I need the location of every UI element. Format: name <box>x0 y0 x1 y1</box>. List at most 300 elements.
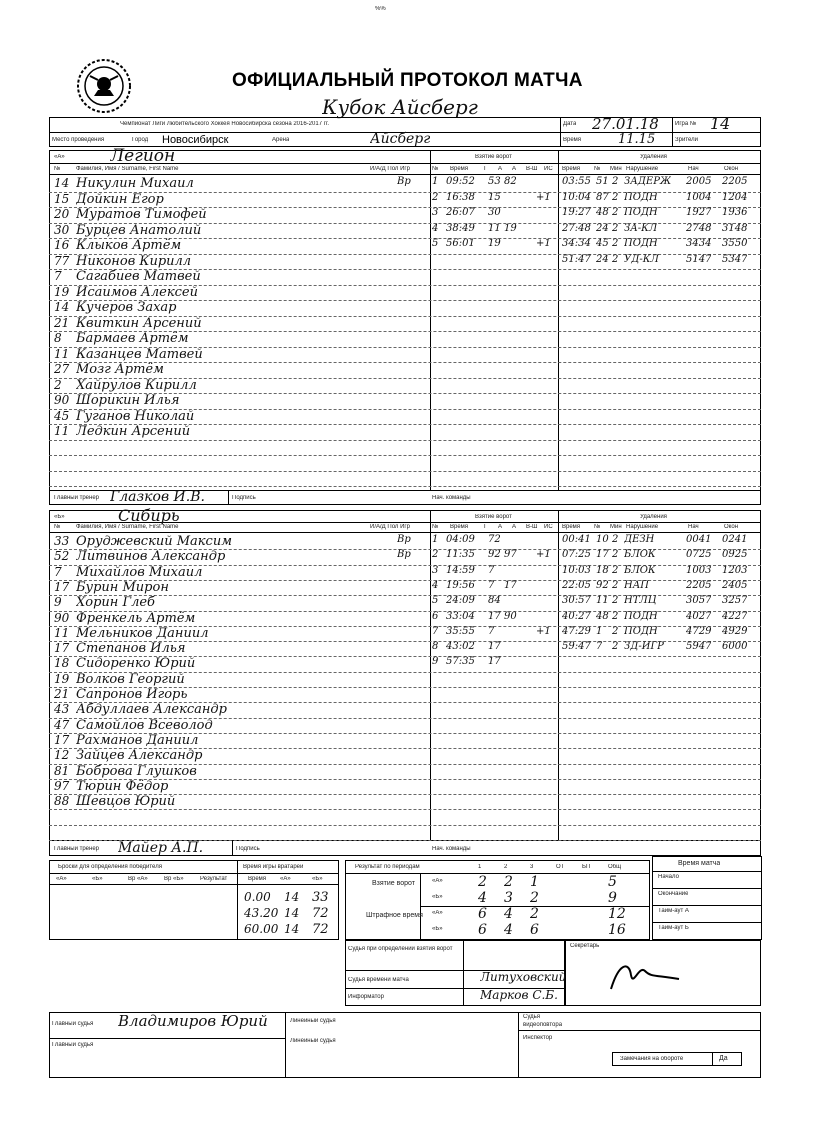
penalty-code: ПОДН <box>624 625 658 637</box>
match-time-label: Тайм-аут А <box>658 908 689 914</box>
penalty-no: 10 <box>596 534 609 545</box>
pen-col-header: Окон <box>724 166 739 172</box>
goal-no: 3 <box>432 207 439 218</box>
player-number: 43 <box>54 702 70 717</box>
player-name: Тюрин Фёдор <box>76 778 169 794</box>
player-name: Абдуллаев Александр <box>76 702 227 718</box>
team-a-col-pos: И/А/Д Пол Игр <box>370 166 410 172</box>
game-no-label: Игра № <box>675 121 697 127</box>
roster-line <box>49 809 761 810</box>
goal-col-header: ИС <box>544 166 553 172</box>
team-a-pen-title: Удаления <box>640 154 667 160</box>
periods-title: Результат по периодам <box>355 864 420 870</box>
penalty-code: ПОДН <box>624 191 658 203</box>
penalty-end: 3148 <box>722 222 748 234</box>
goal-no: 8 <box>432 641 439 653</box>
period-row-label: «Б» <box>432 926 443 932</box>
goal-a1: 97 <box>504 549 517 561</box>
penalty-no: 7 <box>596 641 603 653</box>
pen-col-header: Нач <box>688 524 699 530</box>
time-value: 11.15 <box>618 132 656 147</box>
scan-mark: %% <box>375 6 386 12</box>
player-row <box>52 549 430 564</box>
penalty-no: 48 <box>596 610 609 622</box>
player-name: Френкель Артём <box>76 610 196 626</box>
penalty-min: 2 <box>612 176 619 187</box>
arena-value: Айсберг <box>370 131 431 147</box>
goalie-b: 72 <box>312 906 329 921</box>
penalty-row <box>560 565 760 580</box>
player-row <box>52 580 430 595</box>
penalty-start: 4729 <box>686 625 712 637</box>
penalty-min: 2 <box>612 564 619 576</box>
penalty-min: 2 <box>612 549 619 561</box>
goal-g: 72 <box>488 534 501 545</box>
goal-col-header: В-Ш <box>526 166 538 172</box>
penalty-min: 2 <box>612 579 619 591</box>
penalty-code: ЗА-КЛ <box>624 222 658 234</box>
team-b-col-pos: И/А/Д Пол Игр <box>370 524 410 530</box>
goal-no: 5 <box>432 595 439 607</box>
spectators-label: Зрители <box>675 137 698 143</box>
cup-name: Кубок Айсберг <box>322 95 478 119</box>
pen-col-header: № <box>594 524 601 530</box>
penalty-no: 92 <box>596 579 609 591</box>
penalty-min: 2 <box>612 222 619 234</box>
player-name: Мозг Артём <box>76 362 164 377</box>
roster-line <box>49 825 761 826</box>
goal-no: 1 <box>432 534 439 545</box>
player-number: 18 <box>54 656 70 671</box>
penalty-row <box>560 207 760 222</box>
penalty-code: БЛОК <box>624 564 656 576</box>
goal-time: 56:01 <box>446 238 475 249</box>
penalty-end: 1204 <box>722 191 748 203</box>
player-number: 16 <box>54 238 70 252</box>
penalty-code: ПОДН <box>624 610 658 622</box>
match-time-line <box>652 871 762 872</box>
goal-row <box>432 534 557 549</box>
league-logo <box>76 58 132 114</box>
team-a-goals-title: Взятие ворот <box>475 154 512 160</box>
penalty-min: 2 <box>612 641 619 653</box>
penalty-start: 2748 <box>686 222 712 234</box>
period-value: 9 <box>608 890 617 906</box>
goal-g: 15 <box>488 191 501 203</box>
player-row <box>52 362 430 377</box>
goal-no: 2 <box>432 549 439 561</box>
goal-col-header: № <box>432 166 439 172</box>
player-name: Волков Георгий <box>76 671 185 687</box>
player-number: 7 <box>54 564 62 579</box>
period-value: 2 <box>530 906 539 922</box>
goalie-col: Время <box>248 876 267 882</box>
player-number: 17 <box>54 579 70 594</box>
penalty-end: 5347 <box>722 253 748 265</box>
penalty-code: ЗАДЕРЖ <box>624 176 672 187</box>
penalty-time: 22:05 <box>562 579 591 591</box>
goal-row <box>432 595 557 610</box>
player-name: Оруджевский Максим <box>76 534 232 549</box>
goal-col-header: Г <box>484 524 488 530</box>
player-number: 11 <box>54 625 70 640</box>
goal-row <box>432 626 557 641</box>
penalty-end: 0925 <box>722 549 748 561</box>
period-value: 2 <box>478 874 487 890</box>
goal-time: 09:52 <box>446 176 475 187</box>
team-b-goals-title: Взятие ворот <box>475 514 512 520</box>
penalty-start: 2205 <box>686 579 712 591</box>
player-name: Дойкин Егор <box>76 191 164 207</box>
penalty-end: 6000 <box>722 641 748 653</box>
period-value: 6 <box>478 922 487 938</box>
player-row <box>52 316 430 331</box>
period-col: 2 <box>504 864 508 870</box>
period-col: ОТ <box>556 864 565 870</box>
goal-col-header: ИС <box>544 524 553 530</box>
goal-g: 19 <box>488 238 501 249</box>
goal-col-header: № <box>432 524 439 530</box>
player-number: 14 <box>54 176 70 190</box>
player-row <box>52 207 430 222</box>
player-name: Бурцев Анатолий <box>76 222 202 238</box>
player-name: Гуганов Николай <box>76 408 195 424</box>
penalty-row <box>560 611 760 626</box>
player-name: Литвинов Александр <box>76 549 226 565</box>
city-value: Новосибирск <box>162 134 229 146</box>
secretary-label: Секретарь <box>570 943 600 949</box>
goal-g: 7 <box>488 564 495 576</box>
player-row <box>52 393 430 408</box>
goal-time: 16:38 <box>446 191 475 203</box>
player-number: 19 <box>54 671 70 686</box>
player-row <box>52 534 430 549</box>
player-row <box>52 718 430 733</box>
goal-time: 35:55 <box>446 625 475 637</box>
period-col: 1 <box>478 864 482 870</box>
penalty-min: 2 <box>612 191 619 203</box>
penalty-time: 40:27 <box>562 610 591 622</box>
goal-row <box>432 176 557 191</box>
player-name: Сидоренко Юрий <box>76 656 196 672</box>
penalty-no: 18 <box>596 564 609 576</box>
penalty-row <box>560 641 760 656</box>
penalty-time: 03:55 <box>562 176 591 187</box>
pen-col-header: Мин <box>610 166 622 172</box>
periods-pim-label: Штрафное время <box>366 912 423 919</box>
goal-time: 24:09 <box>446 595 475 607</box>
player-number: 45 <box>54 408 70 423</box>
penalty-row <box>560 223 760 238</box>
team-b-sign-label: Подпись <box>236 846 260 852</box>
penalty-time: 51:47 <box>562 253 591 265</box>
goal-time: 14:59 <box>446 564 475 576</box>
main-judge2-label: Главный судья <box>52 1042 94 1048</box>
player-name: Клыков Артём <box>76 238 182 253</box>
penalty-end: 3257 <box>722 595 748 607</box>
date-value: 27.01.18 <box>592 115 659 133</box>
period-value: 1 <box>530 874 539 890</box>
scorer-label: Судья <box>523 1014 541 1020</box>
player-number: 14 <box>54 300 70 314</box>
goal-col-header: Г <box>484 166 488 172</box>
player-number: 19 <box>54 284 70 299</box>
penalty-no: 87 <box>596 191 609 203</box>
goal-row <box>432 238 557 253</box>
period-value: 4 <box>478 890 487 906</box>
team-b-goal-cols <box>432 524 557 532</box>
player-row <box>52 300 430 315</box>
player-row <box>52 687 430 702</box>
penalty-min: 2 <box>612 207 619 218</box>
player-row <box>52 347 430 362</box>
match-time-label: Начало <box>658 874 679 880</box>
goal-time: 57:35 <box>446 656 475 668</box>
goal-col-header: Время <box>450 524 469 530</box>
penalty-time: 59:47 <box>562 641 591 653</box>
penalty-code: ДЕЗН <box>624 534 655 545</box>
pen-col-header: Нач <box>688 166 699 172</box>
player-name: Степанов Илья <box>76 641 186 657</box>
goal-no: 9 <box>432 656 439 668</box>
penalty-start: 1003 <box>686 564 712 576</box>
date-label: Дата <box>563 121 577 127</box>
team-a-label: «А» <box>54 154 65 160</box>
penalty-start: 0725 <box>686 549 712 561</box>
player-number: 33 <box>54 534 70 548</box>
player-row <box>52 595 430 610</box>
pen-col-header: Окон <box>724 524 739 530</box>
player-name: Рахманов Даниил <box>76 732 199 748</box>
player-number: 90 <box>54 393 70 407</box>
pen-col-header: Время <box>562 524 581 530</box>
goal-type: +1 <box>536 549 551 561</box>
player-number: 7 <box>54 269 62 283</box>
player-number: 81 <box>54 763 70 778</box>
goal-no: 3 <box>432 564 439 576</box>
player-row <box>52 176 430 191</box>
player-name: Шорикин Илья <box>76 393 180 408</box>
goal-g: 53 <box>488 176 501 187</box>
player-row <box>52 565 430 580</box>
player-name: Зайцев Александр <box>76 748 203 764</box>
penalty-time: 10:03 <box>562 564 591 576</box>
penalty-no: 1 <box>596 625 603 637</box>
goal-row <box>432 549 557 564</box>
period-value: 6 <box>478 906 487 922</box>
penalty-end: 2205 <box>722 176 748 187</box>
goal-type: +1 <box>536 191 551 203</box>
scorer-sub: видеоповтора <box>523 1022 563 1028</box>
player-position: Вр <box>397 549 411 561</box>
goal-g: 30 <box>488 207 501 218</box>
goal-time: 26:07 <box>446 207 475 218</box>
line-judge-label: Линейный судья <box>290 1018 336 1024</box>
penalty-start: 0041 <box>686 534 712 545</box>
penalty-time: 07:25 <box>562 549 591 561</box>
period-value: 3 <box>504 890 513 906</box>
penalty-time: 34:34 <box>562 238 591 249</box>
goal-no: 5 <box>432 238 439 249</box>
player-name: Никонов Кирилл <box>76 253 192 269</box>
player-row <box>52 192 430 207</box>
penalty-row <box>560 176 760 191</box>
player-name: Шевцов Юрий <box>76 794 176 810</box>
penalty-start: 3434 <box>686 238 712 249</box>
match-time-title: Время матча <box>678 860 721 867</box>
player-number: 11 <box>54 424 70 438</box>
player-name: Бурин Мирон <box>76 579 169 595</box>
penalty-code: НАП <box>624 579 650 591</box>
team-b-pen-cols <box>560 524 760 532</box>
informer-value: Марков С.Б. <box>480 988 558 1002</box>
player-number: 88 <box>54 794 70 809</box>
player-number: 21 <box>54 315 70 330</box>
timekeeper-value: Литуховский <box>480 970 567 984</box>
player-number: 15 <box>54 191 70 206</box>
player-row <box>52 285 430 300</box>
player-row <box>52 641 430 656</box>
goal-row <box>432 207 557 222</box>
period-col: БП <box>582 864 591 870</box>
penalty-time: 10:04 <box>562 191 591 203</box>
goal-g: 84 <box>488 595 501 607</box>
shootout-col: «Б» <box>92 876 103 882</box>
penalty-row <box>560 626 760 641</box>
player-row <box>52 626 430 641</box>
player-row <box>52 672 430 687</box>
penalty-start: 1927 <box>686 207 712 218</box>
penalty-code: НТЛЦ <box>624 595 657 607</box>
team-b-coach-label: Главный тренер <box>54 846 99 852</box>
penalty-no: 51 <box>596 176 609 187</box>
goalie-time: 0.00 <box>244 890 271 904</box>
line-judge2-label: Линейный судья <box>290 1038 336 1044</box>
goal-no: 4 <box>432 222 439 234</box>
goal-a1: 19 <box>504 222 517 234</box>
match-time-label: Тайм-аут Б <box>658 925 689 931</box>
penalty-min: 2 <box>612 625 619 637</box>
penalty-code: УД-КЛ <box>624 253 659 265</box>
main-judge-label: Главный судья <box>52 1021 94 1027</box>
period-value: 12 <box>608 906 626 922</box>
penalty-row <box>560 192 760 207</box>
penalty-time: 27:48 <box>562 222 591 234</box>
player-number: 8 <box>54 331 62 345</box>
player-name: Хайрулов Кирилл <box>76 377 197 393</box>
player-row <box>52 254 430 269</box>
team-a-coach-label: Главный тренер <box>54 495 99 501</box>
player-row <box>52 409 430 424</box>
inspector-label: Инспектор <box>523 1035 553 1041</box>
penalty-no: 11 <box>596 595 609 607</box>
player-name: Никулин Михаил <box>76 176 194 191</box>
player-row <box>52 733 430 748</box>
player-number: 30 <box>54 222 70 237</box>
game-no-value: 14 <box>710 114 731 133</box>
goal-col-header: А <box>498 166 503 172</box>
player-name: Исаимов Алексей <box>76 284 198 300</box>
team-b-col-no: № <box>54 524 61 530</box>
player-row <box>52 748 430 763</box>
player-row <box>52 611 430 626</box>
penalty-start: 5147 <box>686 253 712 265</box>
pen-col-header: № <box>594 166 601 172</box>
goalie-b: 72 <box>312 922 329 937</box>
player-number: 11 <box>54 346 70 361</box>
period-value: 4 <box>504 922 513 938</box>
team-b-pen-title: Удаления <box>640 514 667 520</box>
penalty-row <box>560 595 760 610</box>
penalty-end: 2405 <box>722 579 748 591</box>
goal-no: 1 <box>432 176 439 187</box>
penalty-end: 3550 <box>722 238 748 249</box>
team-a-captain-label: Нач. команды <box>432 495 471 501</box>
team-a-coach-value: Глазков И.В. <box>110 489 205 505</box>
penalty-min: 2 <box>612 610 619 622</box>
period-row-label: «А» <box>432 878 443 884</box>
goal-col-header: А <box>512 524 517 530</box>
goal-row <box>432 565 557 580</box>
match-time-label: Окончание <box>658 891 689 897</box>
penalty-start: 2005 <box>686 176 712 187</box>
player-name: Ледкин Арсений <box>76 424 191 439</box>
goalie-a: 14 <box>284 890 300 904</box>
penalty-end: 4929 <box>722 625 748 637</box>
player-number: 9 <box>54 595 62 610</box>
goal-col-header: А <box>512 166 517 172</box>
goalie-time: 43.20 <box>244 906 279 920</box>
goal-a1: 90 <box>504 610 517 622</box>
player-number: 17 <box>54 641 70 656</box>
goal-col-header: В-Ш <box>526 524 538 530</box>
player-name: Михайлов Михаил <box>76 564 203 580</box>
goalie-col: «А» <box>280 876 291 882</box>
player-row <box>52 794 430 809</box>
goal-g: 7 <box>488 579 495 591</box>
goalie-a: 14 <box>284 922 300 936</box>
player-row <box>52 269 430 284</box>
penalty-row <box>560 254 760 269</box>
player-number: 2 <box>54 377 62 392</box>
player-name: Казанцев Матвей <box>76 346 203 362</box>
goal-row <box>432 192 557 207</box>
penalty-min: 2 <box>612 595 619 607</box>
goal-row <box>432 611 557 626</box>
venue-label: Место проведения <box>52 137 105 143</box>
team-b-captain-label: Нач. команды <box>432 846 471 852</box>
city-label: Город <box>132 137 149 143</box>
goal-g: 92 <box>488 549 501 561</box>
goalie-time-cols <box>238 876 338 884</box>
goal-no: 6 <box>432 610 439 622</box>
player-row <box>52 424 430 439</box>
player-number: 47 <box>54 717 70 732</box>
team-a-goal-cols <box>432 166 557 174</box>
goal-a1: 17 <box>504 579 517 591</box>
penalty-start: 1004 <box>686 191 712 203</box>
penalty-end: 1203 <box>722 564 748 576</box>
player-row <box>52 331 430 346</box>
goal-row <box>432 223 557 238</box>
goalie-time: 60.00 <box>244 922 279 936</box>
arena-label: Арена <box>272 137 290 143</box>
player-name: Кучеров Захар <box>76 300 177 315</box>
team-a-col-name: Фамилия, Имя / Surname, First Name <box>76 166 179 172</box>
penalty-start: 5947 <box>686 641 712 653</box>
penalty-code: ПОДН <box>624 238 658 249</box>
penalty-no: 24 <box>596 222 609 234</box>
